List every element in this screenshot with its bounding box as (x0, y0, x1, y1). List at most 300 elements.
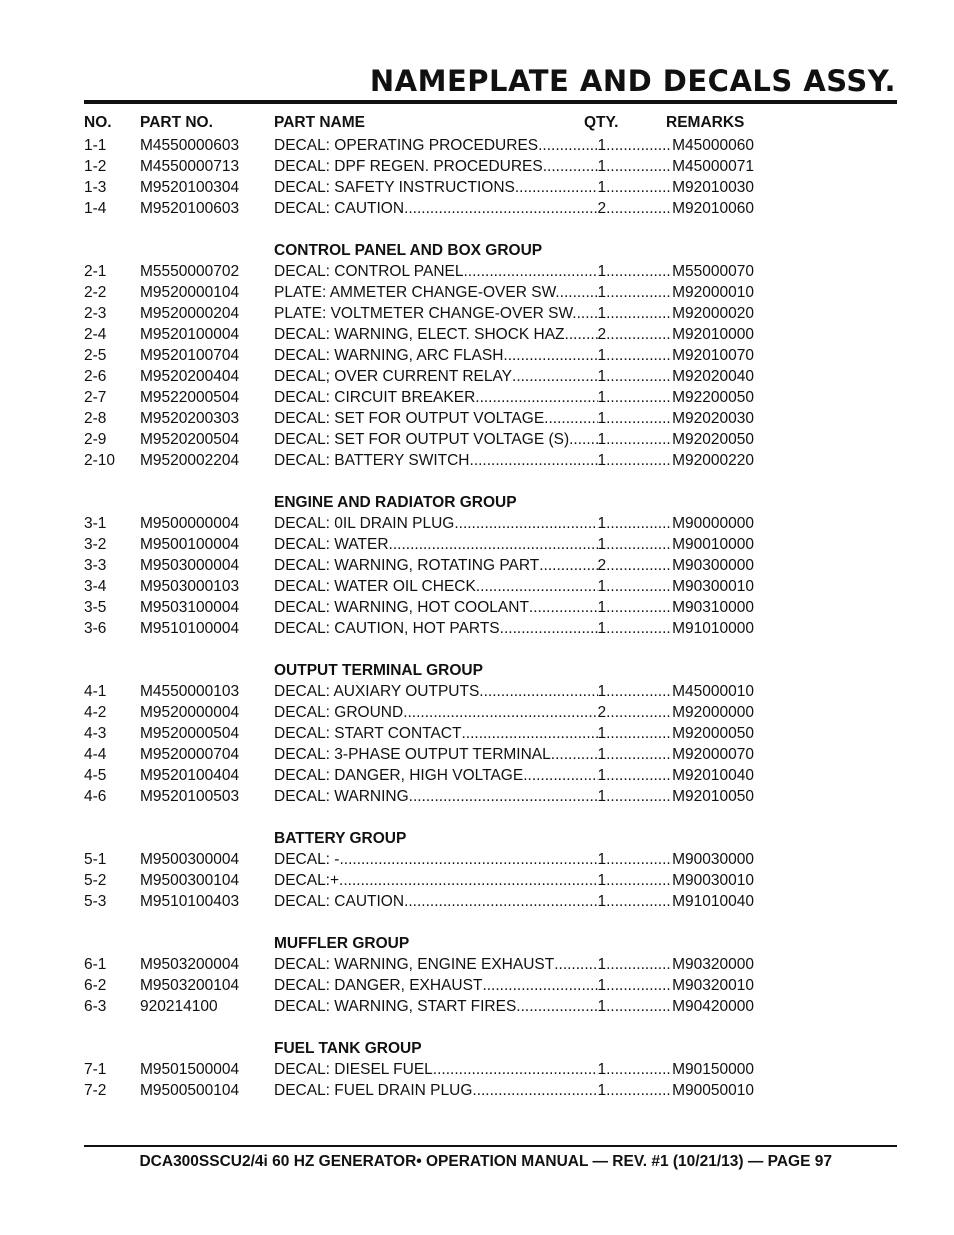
quantity: 1 (597, 767, 607, 784)
part-name: DECAL: - (274, 851, 340, 868)
page-footer: DCA300SSCU2/4i 60 HZ GENERATOR• OPERATION MANUAL — REV. #1 (10/21/13) — PAGE 97 (139, 1153, 832, 1170)
table-row (84, 387, 764, 408)
part-name-cell (274, 870, 754, 891)
leader-dots (543, 156, 598, 177)
table-row (84, 954, 764, 975)
leader-dots (529, 597, 598, 618)
part-number: M4550000103 (140, 683, 240, 700)
table-row (84, 450, 764, 471)
leader-dots (606, 891, 672, 912)
quantity: 2 (597, 557, 607, 574)
leader-dots (476, 576, 598, 597)
part-name: DECAL: CAUTION (274, 200, 405, 217)
leader-dots (606, 261, 672, 282)
quantity: 1 (597, 956, 607, 973)
leader-dots (516, 996, 597, 1017)
part-name: PLATE: VOLTMETER CHANGE-OVER SW. (274, 305, 577, 322)
leader-dots (551, 744, 598, 765)
quantity: 1 (597, 137, 607, 154)
leader-dots (470, 450, 598, 471)
leader-dots (339, 870, 597, 891)
leader-dots (606, 324, 672, 345)
quantity: 1 (597, 893, 607, 910)
group-heading (84, 828, 764, 849)
leader-dots (577, 303, 598, 324)
leader-dots (606, 765, 672, 786)
table-row (84, 723, 764, 744)
leader-dots (503, 345, 597, 366)
part-number: M9503200004 (140, 956, 240, 973)
group-heading (84, 1038, 764, 1059)
part-name-cell (274, 177, 754, 198)
quantity: 1 (597, 389, 607, 406)
part-name: DECAL: DIESEL FUEL (274, 1061, 433, 1078)
table-row (84, 576, 764, 597)
table-row (84, 261, 764, 282)
leader-dots (606, 534, 672, 555)
part-name: DECAL: DANGER, EXHAUST (274, 977, 483, 994)
item-no: 1-2 (84, 158, 107, 175)
part-name-cell (274, 786, 754, 807)
part-name: DECAL: WARNING, ROTATING PART (274, 557, 540, 574)
part-number: M9503100004 (140, 599, 240, 616)
leader-dots (606, 513, 672, 534)
footer-rule (84, 1145, 897, 1147)
table-row (84, 282, 764, 303)
quantity: 1 (597, 431, 607, 448)
leader-dots (606, 156, 672, 177)
remarks: M92010030 (672, 179, 754, 196)
leader-dots (560, 282, 598, 303)
leader-dots (606, 303, 672, 324)
remarks: M92010000 (672, 326, 754, 343)
remarks: M90050010 (672, 1082, 754, 1099)
part-number: M4550000713 (140, 158, 240, 175)
part-name: DECAL: WARNING, HOT COOLANT (274, 599, 529, 616)
part-name-cell (274, 156, 754, 177)
part-number: M4550000603 (140, 137, 240, 154)
item-no: 1-1 (84, 137, 107, 154)
leader-dots (606, 576, 672, 597)
leader-dots (606, 450, 672, 471)
part-number: M9522000504 (140, 389, 240, 406)
part-number: M9520000004 (140, 704, 240, 721)
part-name: DECAL: FUEL DRAIN PLUG (274, 1082, 473, 1099)
quantity: 1 (597, 368, 607, 385)
part-name-cell (274, 261, 754, 282)
part-name: PLATE: AMMETER CHANGE-OVER SW. (274, 284, 560, 301)
table-row (84, 555, 764, 576)
item-no: 2-1 (84, 263, 107, 280)
remarks: M90320000 (672, 956, 754, 973)
leader-dots (606, 282, 672, 303)
part-name: DECAL: CAUTION, HOT PARTS (274, 620, 500, 637)
leader-dots (606, 198, 672, 219)
part-name: DECAL: WARNING, START FIRES (274, 998, 517, 1015)
remarks: M92020050 (672, 431, 754, 448)
part-name: DECAL: AUXIARY OUTPUTS (274, 683, 480, 700)
part-number: M9503000103 (140, 578, 240, 595)
item-no: 5-3 (84, 893, 107, 910)
remarks: M91010000 (672, 620, 754, 637)
part-number: M9520200404 (140, 368, 240, 385)
part-number: M9520100304 (140, 179, 240, 196)
leader-dots (606, 744, 672, 765)
part-name: DECAL: CONTROL PANEL (274, 263, 464, 280)
leader-dots (606, 135, 672, 156)
remarks: M90320010 (672, 977, 754, 994)
table-row (84, 597, 764, 618)
remarks: M92010040 (672, 767, 754, 784)
part-name-cell (274, 534, 754, 555)
part-name-cell (274, 576, 754, 597)
leader-dots (403, 702, 597, 723)
leader-dots (606, 387, 672, 408)
leader-dots (569, 429, 597, 450)
remarks: M92010070 (672, 347, 754, 364)
part-name-cell (274, 282, 754, 303)
table-row (84, 135, 764, 156)
leader-dots (606, 954, 672, 975)
leader-dots (389, 534, 598, 555)
part-name: DECAL: WARNING (274, 788, 409, 805)
header-rule (84, 100, 897, 104)
item-no: 2-5 (84, 347, 107, 364)
leader-dots (606, 345, 672, 366)
table-row (84, 618, 764, 639)
remarks: M92020040 (672, 368, 754, 385)
leader-dots (606, 597, 672, 618)
remarks: M92020030 (672, 410, 754, 427)
remarks: M91010040 (672, 893, 754, 910)
remarks: M45000071 (672, 158, 754, 175)
part-number: M9520100503 (140, 788, 240, 805)
part-number: M9510100004 (140, 620, 240, 637)
leader-dots (339, 849, 597, 870)
part-name-cell (274, 702, 754, 723)
table-row (84, 681, 764, 702)
leader-dots (606, 366, 672, 387)
group-heading (84, 933, 764, 954)
part-number: M9520100404 (140, 767, 240, 784)
leader-dots (606, 702, 672, 723)
table-row (84, 975, 764, 996)
table-row (84, 177, 764, 198)
part-name-cell (274, 429, 754, 450)
part-name: DECAL: WATER (274, 536, 389, 553)
part-number: M9510100403 (140, 893, 240, 910)
part-name: DECAL; OVER CURRENT RELAY (274, 368, 513, 385)
table-row (84, 870, 764, 891)
quantity: 1 (597, 284, 607, 301)
remarks: M90010000 (672, 536, 754, 553)
quantity: 1 (597, 179, 607, 196)
part-name: DECAL: WATER OIL CHECK (274, 578, 476, 595)
part-number: M9503200104 (140, 977, 240, 994)
remarks: M92000220 (672, 452, 754, 469)
quantity: 1 (597, 788, 607, 805)
item-no: 3-4 (84, 578, 107, 595)
table-row (84, 156, 764, 177)
remarks: M92000070 (672, 746, 754, 763)
item-no: 7-2 (84, 1082, 107, 1099)
table-row (84, 849, 764, 870)
group-heading (84, 492, 764, 513)
item-no: 4-2 (84, 704, 107, 721)
quantity: 1 (597, 452, 607, 469)
part-name-cell (274, 765, 754, 786)
leader-dots (538, 135, 597, 156)
part-name: DECAL: OPERATING PROCEDURES (274, 137, 539, 154)
part-number: 920214100 (140, 998, 218, 1015)
part-name: DECAL:+ (274, 872, 340, 889)
part-name-cell (274, 387, 754, 408)
header-part-name: PART NAME (274, 114, 365, 131)
leader-dots (482, 975, 597, 996)
table-row (84, 534, 764, 555)
quantity: 2 (597, 200, 607, 217)
item-no: 7-1 (84, 1061, 107, 1078)
remarks: M90310000 (672, 599, 754, 616)
part-name: DECAL: START CONTACT (274, 725, 462, 742)
table-row (84, 1059, 764, 1080)
part-name: DECAL: SET FOR OUTPUT VOLTAGE (S) (274, 431, 570, 448)
table-row (84, 303, 764, 324)
part-number: M9520000704 (140, 746, 240, 763)
quantity: 1 (597, 683, 607, 700)
quantity: 1 (597, 536, 607, 553)
header-no: NO. (84, 114, 112, 131)
item-no: 3-2 (84, 536, 107, 553)
group-heading (84, 660, 764, 681)
leader-dots (472, 1080, 597, 1101)
part-number: M9503000004 (140, 557, 240, 574)
item-no: 4-5 (84, 767, 107, 784)
part-number: M9500100004 (140, 536, 240, 553)
quantity: 1 (597, 872, 607, 889)
remarks: M92000020 (672, 305, 754, 322)
part-name: DECAL: GROUND (274, 704, 404, 721)
item-no: 4-3 (84, 725, 107, 742)
leader-dots (475, 387, 597, 408)
quantity: 2 (597, 704, 607, 721)
quantity: 1 (597, 515, 607, 532)
leader-dots (606, 618, 672, 639)
quantity: 1 (597, 1082, 607, 1099)
remarks: M45000060 (672, 137, 754, 154)
table-row (84, 324, 764, 345)
quantity: 1 (597, 998, 607, 1015)
quantity: 1 (597, 725, 607, 742)
part-number: M9500300004 (140, 851, 240, 868)
quantity: 1 (597, 158, 607, 175)
part-number: M9520100704 (140, 347, 240, 364)
remarks: M92010050 (672, 788, 754, 805)
item-no: 3-6 (84, 620, 107, 637)
leader-dots (404, 891, 597, 912)
leader-dots (606, 849, 672, 870)
part-name-cell (274, 996, 754, 1017)
leader-dots (539, 555, 597, 576)
remarks: M92010060 (672, 200, 754, 217)
table-header (84, 114, 764, 135)
leader-dots (500, 618, 598, 639)
leader-dots (606, 555, 672, 576)
page-title: NAMEPLATE AND DECALS ASSY. (369, 64, 896, 98)
table-row (84, 996, 764, 1017)
part-number: M9500500104 (140, 1082, 240, 1099)
part-name-cell (274, 744, 754, 765)
part-name-cell (274, 555, 754, 576)
leader-dots (606, 1059, 672, 1080)
group-title: CONTROL PANEL AND BOX GROUP (274, 242, 543, 259)
part-number: M9520000104 (140, 284, 240, 301)
group-title: MUFFLER GROUP (274, 935, 410, 952)
item-no: 4-6 (84, 788, 107, 805)
part-name-cell (274, 198, 754, 219)
leader-dots (606, 1080, 672, 1101)
table-row (84, 429, 764, 450)
table-row (84, 765, 764, 786)
remarks: M90150000 (672, 1061, 754, 1078)
remarks: M45000010 (672, 683, 754, 700)
leader-dots (461, 723, 597, 744)
table-row (84, 408, 764, 429)
quantity: 1 (597, 746, 607, 763)
part-name-cell (274, 1059, 754, 1080)
part-name-cell (274, 975, 754, 996)
part-number: M9501500004 (140, 1061, 240, 1078)
group-title: ENGINE AND RADIATOR GROUP (274, 494, 517, 511)
table-row (84, 198, 764, 219)
part-name: DECAL: 0IL DRAIN PLUG (274, 515, 455, 532)
group-title: FUEL TANK GROUP (274, 1040, 422, 1057)
part-name: DECAL: SET FOR OUTPUT VOLTAGE (274, 410, 545, 427)
leader-dots (606, 975, 672, 996)
group-heading (84, 240, 764, 261)
part-number: M9520002204 (140, 452, 240, 469)
item-no: 1-3 (84, 179, 107, 196)
item-no: 2-4 (84, 326, 107, 343)
item-no: 4-4 (84, 746, 107, 763)
quantity: 1 (597, 1061, 607, 1078)
part-name: DECAL: SAFETY INSTRUCTIONS (274, 179, 515, 196)
item-no: 6-3 (84, 998, 107, 1015)
part-number: M9500000004 (140, 515, 240, 532)
part-name-cell (274, 408, 754, 429)
remarks: M90300000 (672, 557, 754, 574)
parts-table (84, 114, 764, 1101)
quantity: 1 (597, 977, 607, 994)
quantity: 1 (597, 263, 607, 280)
item-no: 3-3 (84, 557, 107, 574)
leader-dots (569, 324, 598, 345)
header-qty: QTY. (584, 114, 619, 131)
part-name-cell (274, 450, 754, 471)
item-no: 2-3 (84, 305, 107, 322)
leader-dots (606, 681, 672, 702)
quantity: 2 (597, 326, 607, 343)
part-name-cell (274, 513, 754, 534)
leader-dots (454, 513, 597, 534)
quantity: 1 (597, 347, 607, 364)
header-remarks: REMARKS (666, 114, 745, 131)
part-number: M9500300104 (140, 872, 240, 889)
table-row (84, 744, 764, 765)
remarks: M92200050 (672, 389, 754, 406)
table-body (84, 135, 764, 1101)
part-name-cell (274, 849, 754, 870)
table-row (84, 345, 764, 366)
leader-dots (523, 765, 597, 786)
part-name-cell (274, 723, 754, 744)
table-row (84, 891, 764, 912)
group-title: OUTPUT TERMINAL GROUP (274, 662, 483, 679)
part-name: DECAL: 3-PHASE OUTPUT TERMINAL (274, 746, 551, 763)
group-title: BATTERY GROUP (274, 830, 407, 847)
quantity: 1 (597, 620, 607, 637)
leader-dots (515, 177, 598, 198)
table-row (84, 786, 764, 807)
item-no: 3-1 (84, 515, 107, 532)
leader-dots (606, 996, 672, 1017)
part-name-cell (274, 303, 754, 324)
part-name: DECAL: WARNING, ELECT. SHOCK HAZ. (274, 326, 569, 343)
leader-dots (606, 870, 672, 891)
leader-dots (606, 177, 672, 198)
part-number: M9520100603 (140, 200, 240, 217)
remarks: M90030000 (672, 851, 754, 868)
remarks: M90420000 (672, 998, 754, 1015)
item-no: 2-7 (84, 389, 107, 406)
leader-dots (606, 429, 672, 450)
remarks: M55000070 (672, 263, 754, 280)
part-name-cell (274, 681, 754, 702)
item-no: 2-9 (84, 431, 107, 448)
leader-dots (464, 261, 598, 282)
remarks: M92000050 (672, 725, 754, 742)
leader-dots (433, 1059, 598, 1080)
part-number: M9520100004 (140, 326, 240, 343)
remarks: M92000000 (672, 704, 754, 721)
leader-dots (544, 408, 597, 429)
part-name-cell (274, 618, 754, 639)
item-no: 3-5 (84, 599, 107, 616)
remarks: M90300010 (672, 578, 754, 595)
quantity: 1 (597, 599, 607, 616)
leader-dots (554, 954, 597, 975)
part-name: DECAL: DANGER, HIGH VOLTAGE (274, 767, 524, 784)
table-row (84, 513, 764, 534)
quantity: 1 (597, 305, 607, 322)
quantity: 1 (597, 410, 607, 427)
leader-dots (606, 786, 672, 807)
part-name-cell (274, 345, 754, 366)
table-row (84, 1080, 764, 1101)
leader-dots (606, 723, 672, 744)
remarks: M90000000 (672, 515, 754, 532)
item-no: 2-6 (84, 368, 107, 385)
part-name-cell (274, 1080, 754, 1101)
part-name: DECAL: CIRCUIT BREAKER (274, 389, 476, 406)
item-no: 2-8 (84, 410, 107, 427)
remarks: M90030010 (672, 872, 754, 889)
quantity: 1 (597, 851, 607, 868)
item-no: 4-1 (84, 683, 107, 700)
part-name: DECAL: DPF REGEN. PROCEDURES (274, 158, 543, 175)
item-no: 2-2 (84, 284, 107, 301)
part-number: M5550000702 (140, 263, 240, 280)
